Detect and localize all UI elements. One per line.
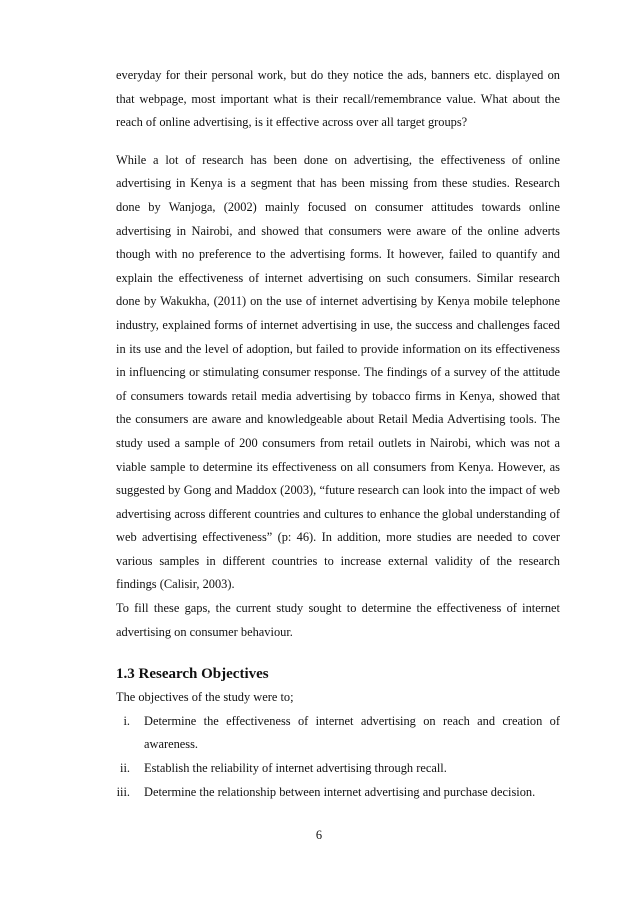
page-number: 6 <box>315 828 323 842</box>
objective-number: ii. <box>120 761 130 776</box>
objective-number: i. <box>123 713 130 728</box>
objective-item-3 <box>116 781 560 805</box>
objectives-intro: The objectives of the study were to; <box>116 690 294 705</box>
objective-item-2 <box>116 757 560 781</box>
paragraph-2: While a lot of research has been done on advertising, the effectiveness of online advertising in Kenya is a segment that has been missing from these studies. Research done by Wanjoga, (2002) mainly focused on consumer attitudes towards online advertising in Nairobi, and showed that consumers were aware of the online adverts though with no preference to the advertising forms. It however, failed to quantify and explain the effectiveness of internet advertising on such consumers. Similar research done by Wakukha, (2011) on the use of internet advertising by Kenya mobile telephone industry, explained forms of internet advertising in use, the success and challenges faced in its use and the level of adoption, but failed to provide information on its effectiveness in influencing or stimulating consumer response. The findings of a survey of the attitude of consumers towards retail media advertising by tobacco firms in Kenya, showed that the consumers are aware and knowledgeable about Retail Media Advertising tools. The study used a sample of 200 consumers from retail outlets in Nairobi, which was not a viable sample to determine its effectiveness on all consumers from Kenya. However, as suggested by Gong and Maddox (2003), “future research can look into the impact of web advertising across different countries and cultures to enhance the global understanding of web advertising effectiveness” (p: 46). In addition, more studies are needed to cover various samples in different countries to increase external validity of the research findings (Calisir, 2003). <box>116 152 560 592</box>
objective-text: Determine the effectiveness of internet advertising on reach and creation of awareness. <box>144 713 560 752</box>
paragraph-3: To fill these gaps, the current study sought to determine the effectiveness of internet advertising on consumer behaviour. <box>116 601 560 639</box>
page-body <box>116 64 560 804</box>
objective-text: Establish the reliability of internet advertising through recall. <box>144 761 447 776</box>
objective-text: Determine the relationship between internet advertising and purchase decision. <box>144 784 536 799</box>
paragraph-1: everyday for their personal work, but do they notice the ads, banners etc. displayed on that webpage, most important what is their recall/remembrance value. What about the reach of online advertising, is it effective across over all target groups? <box>116 68 560 130</box>
objective-item-1 <box>116 710 560 757</box>
objective-number: iii. <box>116 784 130 799</box>
section-heading: 1.3 Research Objectives <box>116 666 269 683</box>
